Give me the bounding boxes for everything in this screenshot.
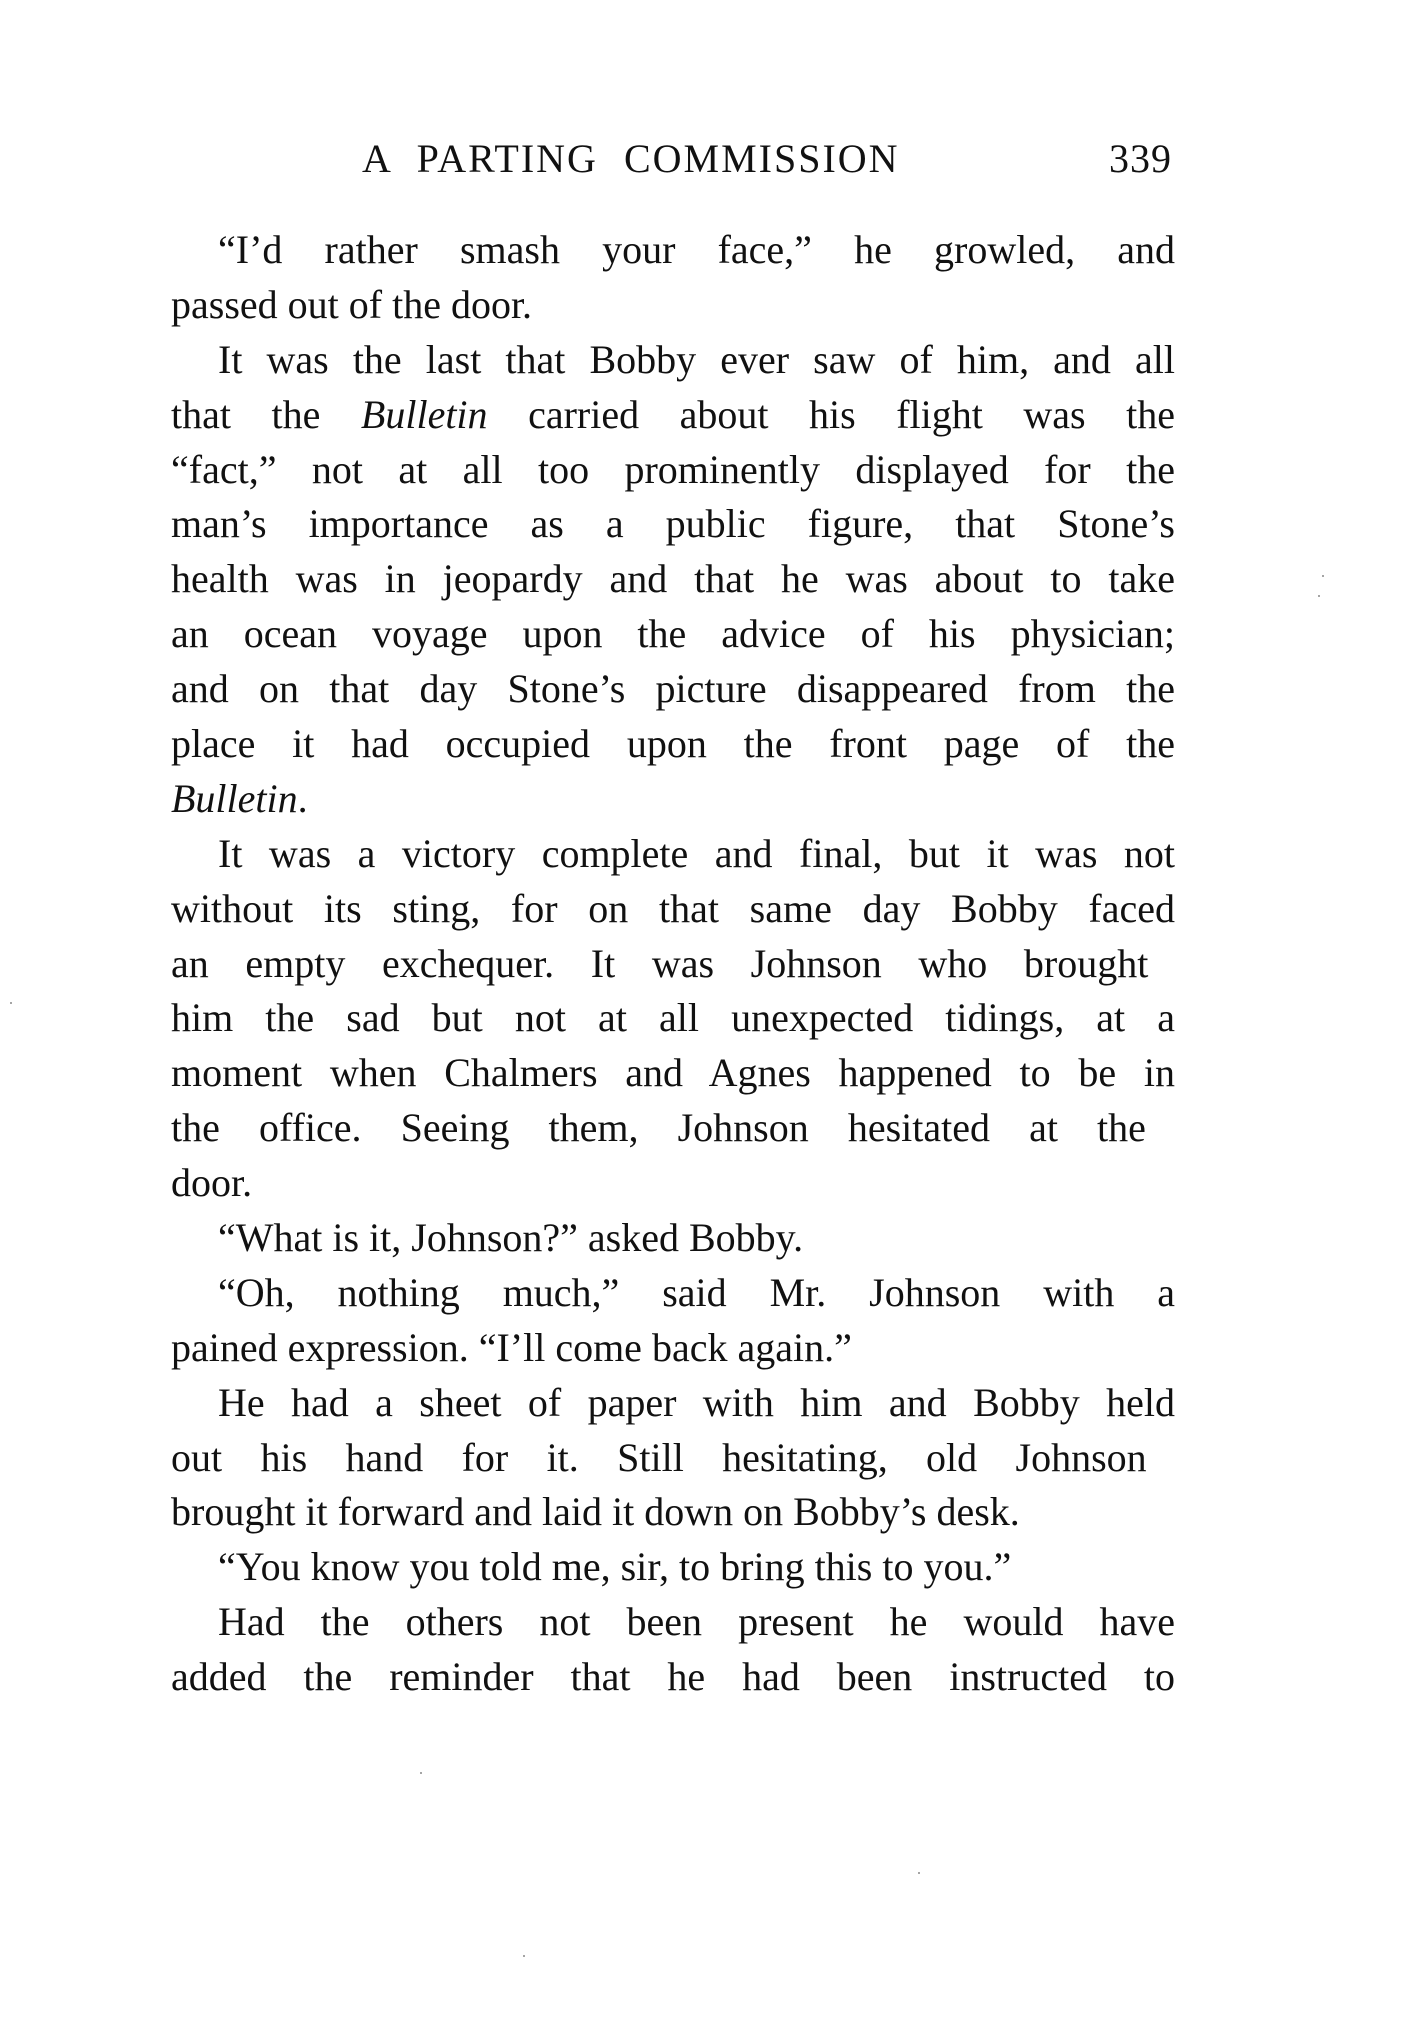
text-line: an ocean voyage upon the advice of his physician; <box>171 611 1175 657</box>
text-line: the office. Seeing them, Johnson hesitated at the <box>171 1105 1146 1151</box>
text-line: and on that day Stone’s picture disappeared from the <box>171 666 1175 712</box>
text-line: man’s importance as a public figure, that Stone’s <box>171 501 1175 547</box>
text-line: an empty exchequer. It was Johnson who brought <box>171 940 1149 986</box>
text-line: place it had occupied upon the front page of the <box>171 721 1175 767</box>
running-title: A PARTING COMMISSION <box>362 136 900 181</box>
text-line: passed out of the door. <box>171 281 533 327</box>
text-line: him the sad but not at all unexpected tidings, at a <box>171 995 1175 1041</box>
text-line: without its sting, for on that same day Bobby faced <box>171 885 1175 931</box>
newspaper-title: Bulletin <box>360 391 488 437</box>
scan-speck <box>10 1002 12 1004</box>
text-line: “You know you told me, sir, to bring this to you.” <box>218 1544 1012 1590</box>
text-line: He had a sheet of paper with him and Bobby held <box>218 1379 1175 1425</box>
scan-speck <box>1318 595 1320 597</box>
newspaper-title: Bulletin <box>171 775 298 821</box>
page-number: 339 <box>1109 136 1172 181</box>
text-line: added the reminder that he had been instructed to <box>171 1654 1175 1700</box>
text-line: “I’d rather smash your face,” he growled, and <box>218 227 1175 272</box>
text-line: Bulletin. <box>171 775 308 821</box>
text-line: that the Bulletin carried about his flight was the <box>171 391 1175 437</box>
text-line: “What is it, Johnson?” asked Bobby. <box>218 1215 804 1261</box>
scan-speck <box>1322 575 1324 577</box>
text-line: health was in jeopardy and that he was about to take <box>171 556 1175 602</box>
running-head <box>362 131 1172 186</box>
text-line: brought it forward and laid it down on Bobby’s desk. <box>171 1489 1020 1535</box>
text-line: It was a victory complete and final, but it was not <box>218 830 1175 876</box>
text-line: moment when Chalmers and Agnes happened to be in <box>171 1050 1175 1096</box>
text-line: “fact,” not at all too prominently displayed for the <box>171 446 1175 492</box>
text-line: pained expression. “I’ll come back again.” <box>171 1324 852 1370</box>
text-line: It was the last that Bobby ever saw of him, and all <box>218 336 1175 382</box>
scan-speck <box>523 1955 525 1957</box>
text-line: “Oh, nothing much,” said Mr. Johnson with a <box>218 1269 1175 1315</box>
scan-speck <box>420 1772 422 1774</box>
text-line: Had the others not been present he would have <box>218 1599 1175 1645</box>
scan-speck <box>918 1872 920 1874</box>
body-text <box>171 223 1175 1705</box>
text-line: out his hand for it. Still hesitating, old Johnson <box>171 1434 1147 1480</box>
text-line: door. <box>171 1160 253 1206</box>
